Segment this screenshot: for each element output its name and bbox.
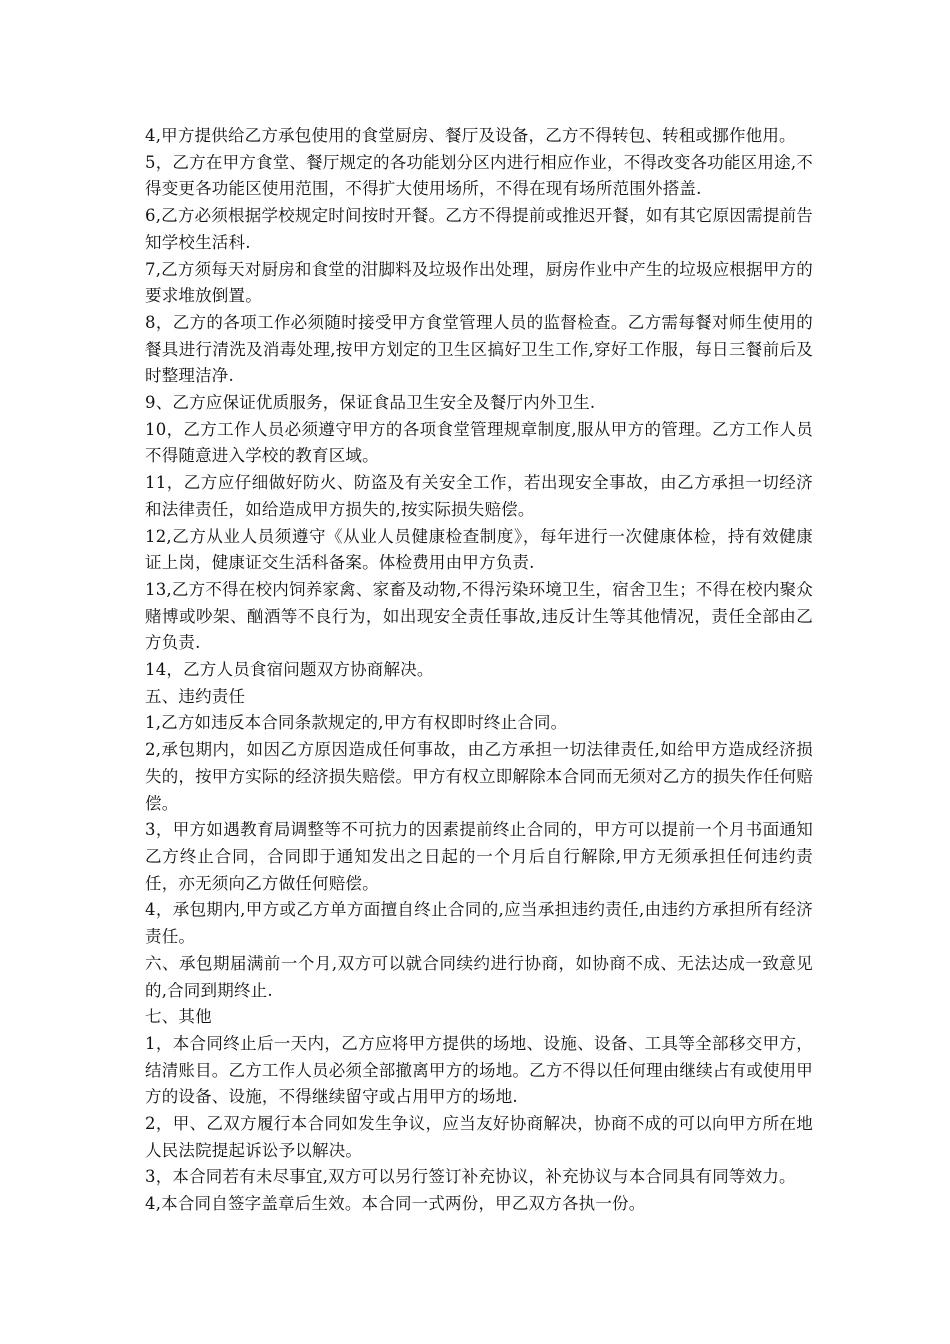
clause-6-meal-times: 6,乙方必须根据学校规定时间按时开餐。乙方不得提前或推迟开餐，如有其它原因需提前告知学校生活科. xyxy=(145,206,813,252)
clause-9-quality-service: 9、乙方应保证优质服务，保证食品卫生安全及餐厅内外卫生. xyxy=(145,393,596,413)
clause-12-health-checks: 12,乙方从业人员须遵守《从业人员健康检查制度》，每年进行一次健康体检，持有效健康证上岗，健康证交生活科备案。体检费用由甲方负责. xyxy=(145,526,813,573)
other-clause-1: 1，本合同终止后一天内，乙方应将甲方提供的场地、设施、设备、工具等全部移交甲方，结清账目。乙方工作人员必须全部撤离甲方的场地。乙方不得以任何理由继续占有或使用甲方的设备、设施，不得继续留守或占用甲方的场地. xyxy=(145,1033,813,1107)
clause-5-functional-areas: 5，乙方在甲方食堂、餐厅规定的各功能划分区内进行相应作业，不得改变各功能区用途,不得变更各功能区使用范围，不得扩大使用场所，不得在现有场所范围外搭盖. xyxy=(145,152,813,199)
clause-10-staff-rules: 10，乙方工作人员必须遵守甲方的各项食堂管理规章制度,服从甲方的管理。乙方工作人员不得随意进入学校的教育区域。 xyxy=(145,419,813,466)
clause-4-venue-use: 4,甲方提供给乙方承包使用的食堂厨房、餐厅及设备，乙方不得转包、转租或挪作他用。 xyxy=(145,126,796,145)
breach-clause-3: 3，甲方如遇教育局调整等不可抗力的因素提前终止合同的，甲方可以提前一个月书面通知乙方终止合同，合同即于通知发出之日起的一个月后自行解除,甲方无须承担任何违约责任，亦无须向乙方做任何赔偿。 xyxy=(145,820,813,893)
breach-clause-2: 2,承包期内，如因乙方原因造成任何事故，由乙方承担一切法律责任,如给甲方造成经济损失的，按甲方实际的经济损失赔偿。甲方有权立即解除本合同而无须对乙方的损失作任何赔偿。 xyxy=(145,740,813,813)
clause-7-waste-handling: 7,乙方须每天对厨房和食堂的泔脚料及垃圾作出处理，厨房作业中产生的垃圾应根据甲方的要求堆放倒置。 xyxy=(145,259,813,306)
section-renewal: 六、承包期届满前一个月,双方可以就合同续约进行协商，如协商不成、无法达成一致意见的,合同到期终止. xyxy=(145,953,813,1000)
other-clause-3: 3，本合同若有未尽事宜,双方可以另行签订补充协议，补充协议与本合同具有同等效力。 xyxy=(145,1167,796,1187)
other-clause-2: 2，甲、乙双方履行本合同如发生争议，应当友好协商解决，协商不成的可以向甲方所在地人民法院提起诉讼予以解决。 xyxy=(145,1114,813,1160)
clause-8-inspection-hygiene: 8，乙方的各项工作必须随时接受甲方食堂管理人员的监督检查。乙方需每餐对师生使用的餐具进行清洗及消毒处理,按甲方划定的卫生区搞好卫生工作,穿好工作服，每日三餐前后及时整理洁净. xyxy=(145,312,813,386)
breach-clause-4: 4，承包期内,甲方或乙方单方面擅自终止合同的,应当承担违约责任,由违约方承担所有经济责任。 xyxy=(145,900,813,947)
document-body xyxy=(145,123,813,1218)
breach-clause-1: 1,乙方如违反本合同条款规定的,甲方有权即时终止合同。 xyxy=(145,713,568,733)
section-heading-breach: 五、违约责任 xyxy=(145,686,246,706)
clause-11-safety: 11，乙方应仔细做好防火、防盗及有关安全工作，若出现安全事故，由乙方承担一切经济和法律责任，如给造成甲方损失的,按实际损失赔偿。 xyxy=(145,473,813,519)
other-clause-4: 4,本合同自签字盖章后生效。本合同一式两份，甲乙双方各执一份。 xyxy=(145,1194,646,1214)
section-heading-other: 七、其他 xyxy=(145,1007,212,1027)
clause-14-accommodation: 14，乙方人员食宿问题双方协商解决。 xyxy=(145,660,434,680)
clause-13-conduct: 13,乙方不得在校内饲养家禽、家畜及动物,不得污染环境卫生，宿舍卫生；不得在校内聚众赌博或吵架、酗酒等不良行为，如出现安全责任事故,违反计生等其他情况，责任全部由乙方负责. xyxy=(145,579,813,653)
